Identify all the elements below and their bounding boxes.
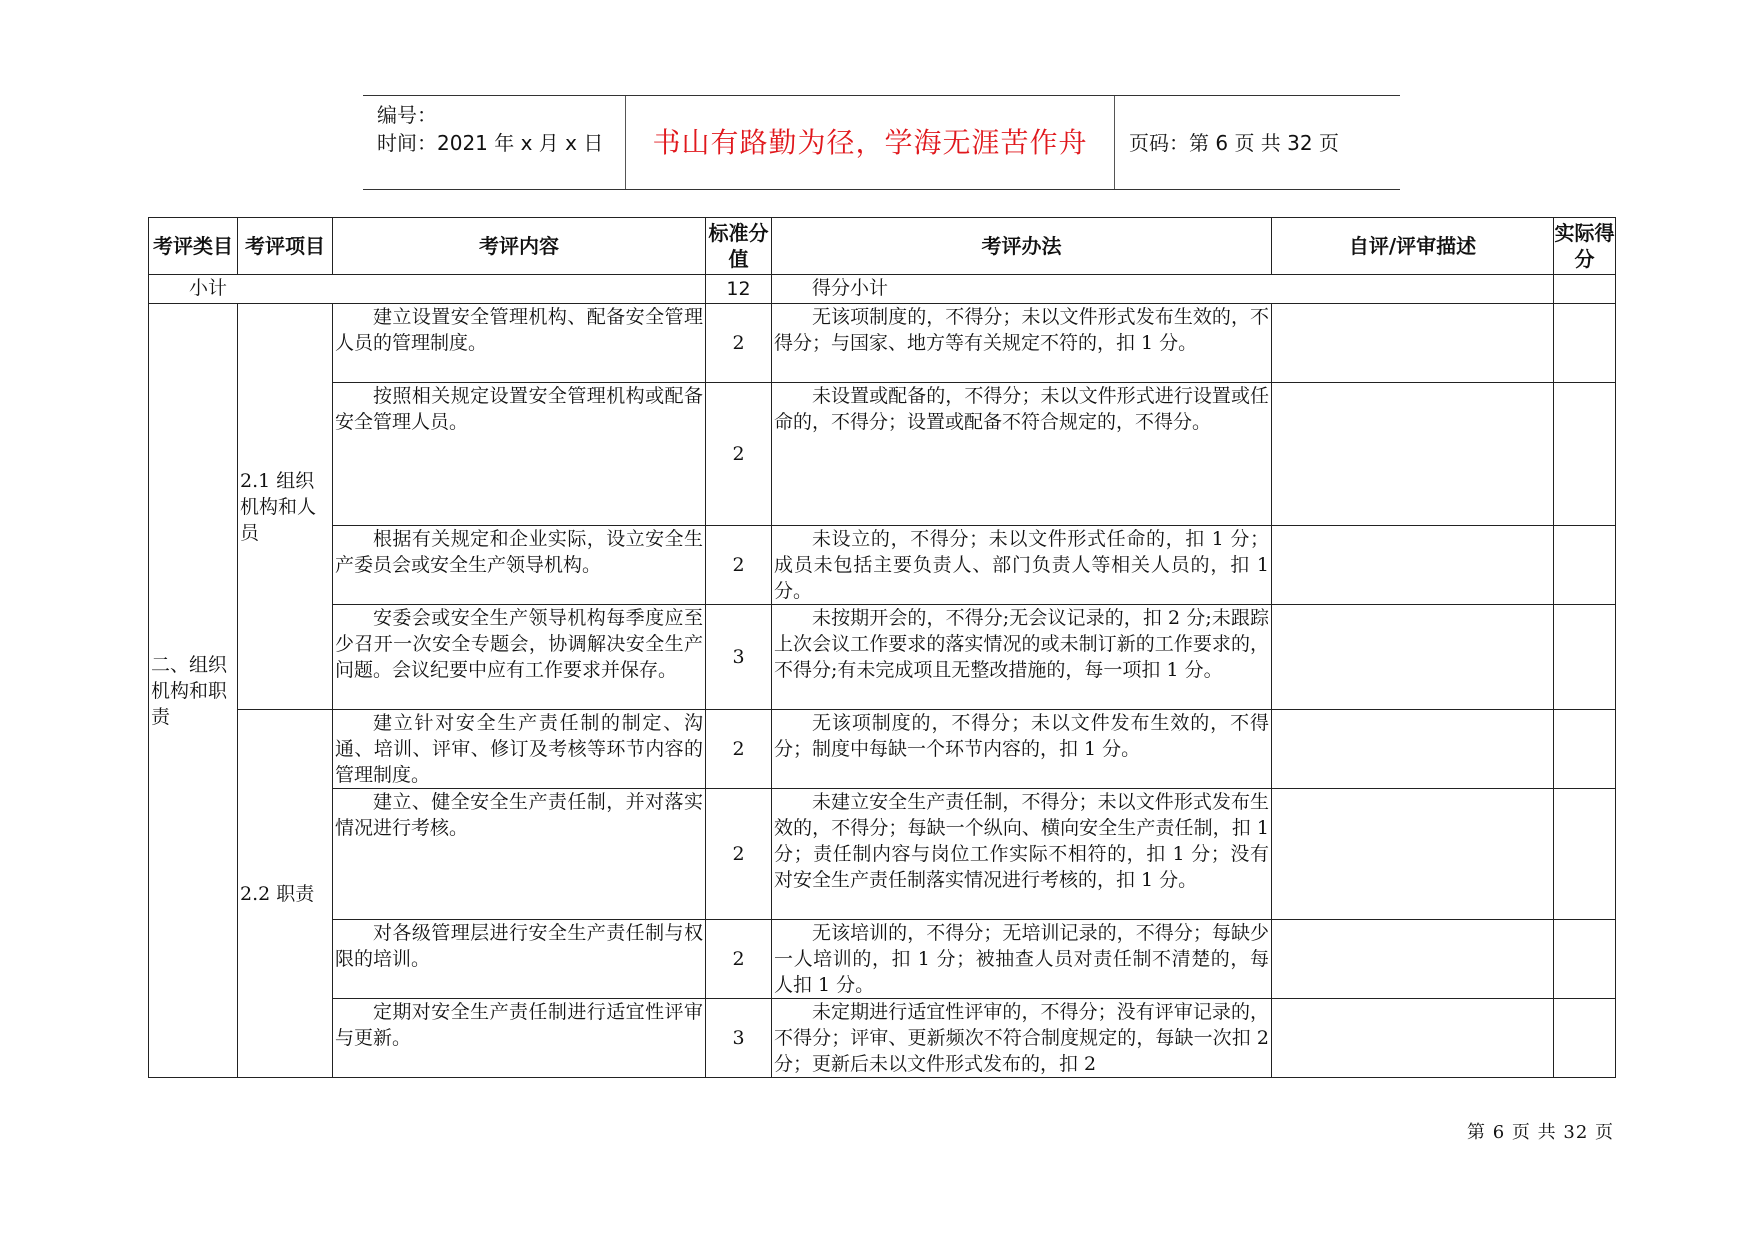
actual-cell [1554, 605, 1616, 710]
header-actual: 实际得分 [1554, 218, 1616, 275]
page-label: 页码：第 6 页 共 32 页 [1129, 131, 1339, 155]
score-cell: 3 [706, 605, 772, 710]
score-cell: 2 [706, 304, 772, 383]
subtotal-label: 小计 [149, 275, 706, 304]
table-row [149, 789, 1616, 920]
item-cell: 2.1 组织机构和人员 [238, 304, 333, 710]
item-cell: 2.2 职责 [238, 710, 333, 1078]
header-desc: 自评/评审描述 [1272, 218, 1554, 275]
method-cell: 无该项制度的，不得分；未以文件形式发布生效的，不得分；与国家、地方等有关规定不符的，扣 1 分。 [772, 304, 1272, 383]
method-cell: 未按期开会的，不得分;无会议记录的，扣 2 分;未跟踪上次会议工作要求的落实情况的或未制订新的工作要求的，不得分;有未完成项且无整改措施的，每一项扣 1 分。 [772, 605, 1272, 710]
score-cell: 2 [706, 789, 772, 920]
subtotal-score: 12 [706, 275, 772, 304]
score-cell: 2 [706, 526, 772, 605]
actual-cell [1554, 526, 1616, 605]
category-cell: 二、组织机构和职责 [149, 304, 238, 1078]
desc-cell [1272, 526, 1554, 605]
subtotal-score-label: 得分小计 [772, 275, 1554, 304]
desc-cell [1272, 304, 1554, 383]
actual-cell [1554, 789, 1616, 920]
content-cell: 定期对安全生产责任制进行适宜性评审与更新。 [333, 999, 706, 1078]
header-method: 考评办法 [772, 218, 1272, 275]
header-item: 考评项目 [238, 218, 333, 275]
table-row [149, 999, 1616, 1078]
motto: 书山有路勤为径，学海无涯苦作舟 [625, 96, 1115, 189]
actual-cell [1554, 304, 1616, 383]
table-row [149, 526, 1616, 605]
table-row [149, 383, 1616, 526]
actual-cell [1554, 999, 1616, 1078]
table-row [149, 605, 1616, 710]
content-cell: 建立设置安全管理机构、配备安全管理人员的管理制度。 [333, 304, 706, 383]
score-cell: 2 [706, 920, 772, 999]
table-row [149, 920, 1616, 999]
header-content: 考评内容 [333, 218, 706, 275]
content-cell: 根据有关规定和企业实际，设立安全生产委员会或安全生产领导机构。 [333, 526, 706, 605]
content-cell: 建立、健全安全生产责任制，并对落实情况进行考核。 [333, 789, 706, 920]
header-score: 标准分值 [706, 218, 772, 275]
method-cell: 未建立安全生产责任制，不得分；未以文件形式发布生效的，不得分；每缺一个纵向、横向安全生产责任制，扣 1 分；责任制内容与岗位工作实际不相符的，扣 1 分；没有对安全生产责任制落实情况进行考核的，扣 1 分。 [772, 789, 1272, 920]
method-cell: 未设置或配备的，不得分；未以文件形式进行设置或任命的，不得分；设置或配备不符合规定的，不得分。 [772, 383, 1272, 526]
content-cell: 对各级管理层进行安全生产责任制与权限的培训。 [333, 920, 706, 999]
document-header [363, 95, 1400, 190]
content-cell: 安委会或安全生产领导机构每季度应至少召开一次安全专题会，协调解决安全生产问题。会议纪要中应有工作要求并保存。 [333, 605, 706, 710]
actual-cell [1554, 920, 1616, 999]
table-header-row [149, 218, 1616, 275]
method-cell: 未定期进行适宜性评审的，不得分；没有评审记录的，不得分；评审、更新频次不符合制度规定的，每缺一次扣 2 分；更新后未以文件形式发布的，扣 2 [772, 999, 1272, 1078]
time-label: 时间：2021 年 x 月 x 日 [377, 131, 604, 155]
desc-cell [1272, 710, 1554, 789]
content-cell: 建立针对安全生产责任制的制定、沟通、培训、评审、修订及考核等环节内容的管理制度。 [333, 710, 706, 789]
header-left [363, 96, 625, 189]
actual-cell [1554, 383, 1616, 526]
subtotal-row [149, 275, 1616, 304]
evaluation-table [148, 217, 1616, 1078]
content-cell: 按照相关规定设置安全管理机构或配备安全管理人员。 [333, 383, 706, 526]
number-label: 编号： [377, 103, 437, 127]
table-row [149, 304, 1616, 383]
desc-cell [1272, 999, 1554, 1078]
desc-cell [1272, 789, 1554, 920]
desc-cell [1272, 383, 1554, 526]
page-footer: 第 6 页 共 32 页 [1467, 1122, 1614, 1143]
score-cell: 2 [706, 383, 772, 526]
subtotal-actual [1554, 275, 1616, 304]
desc-cell [1272, 920, 1554, 999]
method-cell: 无该培训的，不得分；无培训记录的，不得分；每缺少一人培训的，扣 1 分；被抽查人员对责任制不清楚的，每人扣 1 分。 [772, 920, 1272, 999]
method-cell: 无该项制度的，不得分；未以文件发布生效的，不得分；制度中每缺一个环节内容的，扣 1 分。 [772, 710, 1272, 789]
actual-cell [1554, 710, 1616, 789]
header-category: 考评类目 [149, 218, 238, 275]
method-cell: 未设立的，不得分；未以文件形式任命的，扣 1 分；成员未包括主要负责人、部门负责人等相关人员的，扣 1 分。 [772, 526, 1272, 605]
desc-cell [1272, 605, 1554, 710]
score-cell: 2 [706, 710, 772, 789]
table-row [149, 710, 1616, 789]
score-cell: 3 [706, 999, 772, 1078]
